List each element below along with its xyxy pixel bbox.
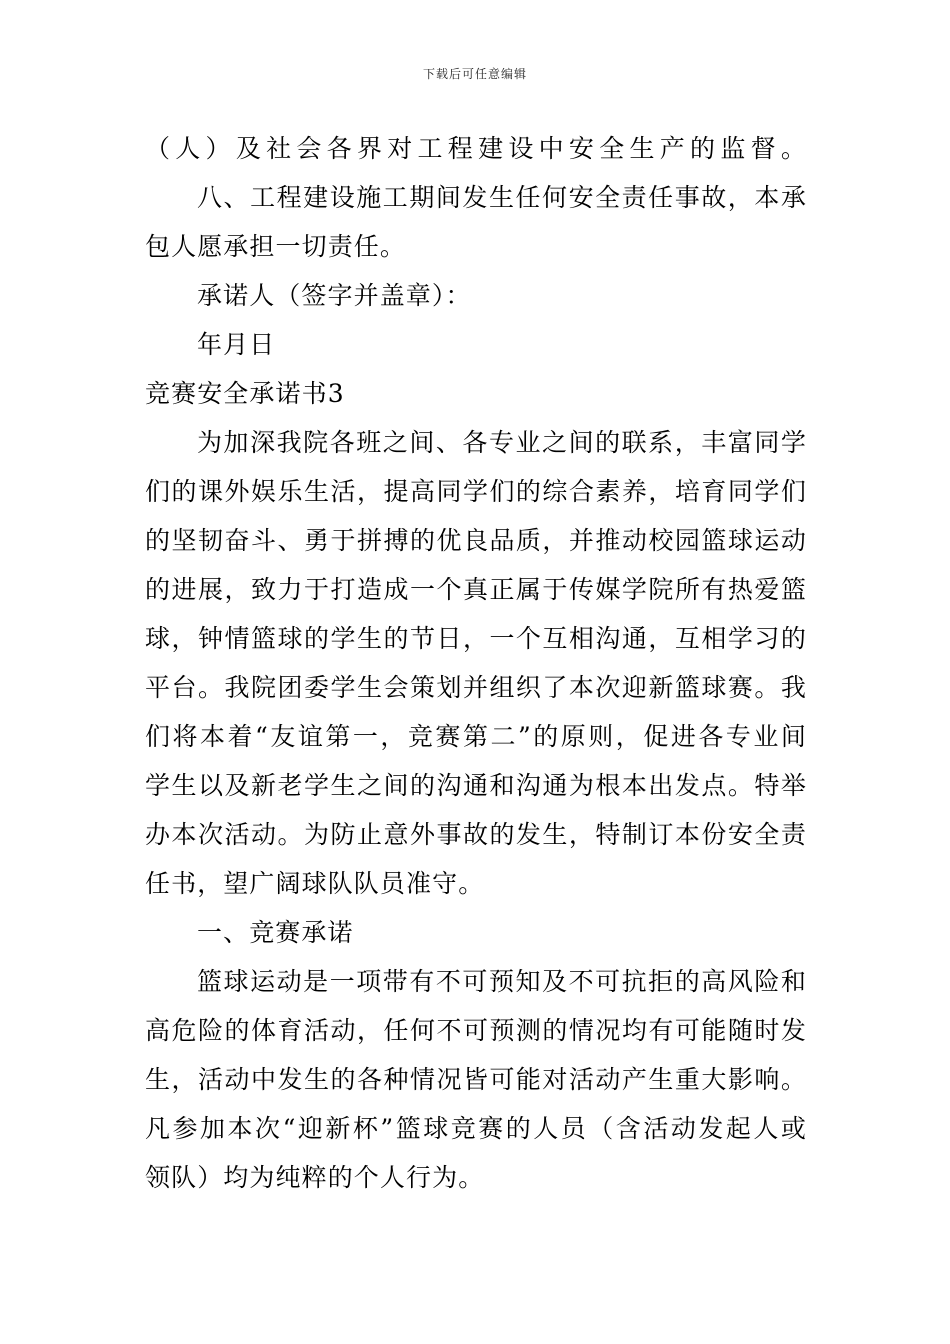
text-line: 办本次活动。为防止意外事故的发生，特制订本份安全责 <box>145 820 807 849</box>
signature-label: 承诺人（签字并盖章）： <box>197 281 472 310</box>
text-line: 高危险的体育活动，任何不可预测的情况均有可能随时发 <box>145 1016 807 1045</box>
text-line: 生，活动中发生的各种情况皆可能对活动产生重大影响。 <box>145 1065 807 1094</box>
date-label: 年月日 <box>197 330 276 359</box>
text-line: 八、工程建设施工期间发生任何安全责任事故，本承 <box>197 183 807 212</box>
text-line: 的坚韧奋斗、勇于拼搏的优良品质，并推动校园篮球运动 <box>145 526 807 555</box>
text-line: 任书，望广阔球队队员准守。 <box>145 869 485 898</box>
text-line: 为加深我院各班之间、各专业之间的联系，丰富同学 <box>197 428 807 457</box>
text-line: 领队）均为纯粹的个人行为。 <box>145 1163 485 1192</box>
text-line: 篮球运动是一项带有不可预知及不可抗拒的高风险和 <box>197 967 807 996</box>
text-line: 的进展，致力于打造成一个真正属于传媒学院所有热爱篮 <box>145 575 807 604</box>
text-line: （人）及社会各界对工程建设中安全生产的监督。 <box>145 134 807 163</box>
subsection-heading: 一、竞赛承诺 <box>197 918 354 947</box>
page-header: 下载后可任意编辑 <box>422 67 527 81</box>
text-line: 凡参加本次“迎新杯”篮球竞赛的人员（含活动发起人或 <box>145 1114 807 1143</box>
text-line: 球，钟情篮球的学生的节日，一个互相沟通，互相学习的 <box>145 624 807 653</box>
text-line: 包人愿承担一切责任。 <box>145 232 407 261</box>
text-line: 们的课外娱乐生活，提高同学们的综合素养，培育同学们 <box>145 477 807 506</box>
text-line: 们将本着“友谊第一，竞赛第二”的原则，促进各专业间 <box>145 722 807 751</box>
section-title: 竞赛安全承诺书3 <box>145 379 345 408</box>
document-body <box>145 131 807 1209</box>
text-line: 平台。我院团委学生会策划并组织了本次迎新篮球赛。我 <box>145 673 807 702</box>
text-line: 学生以及新老学生之间的沟通和沟通为根本出发点。特举 <box>145 771 807 800</box>
